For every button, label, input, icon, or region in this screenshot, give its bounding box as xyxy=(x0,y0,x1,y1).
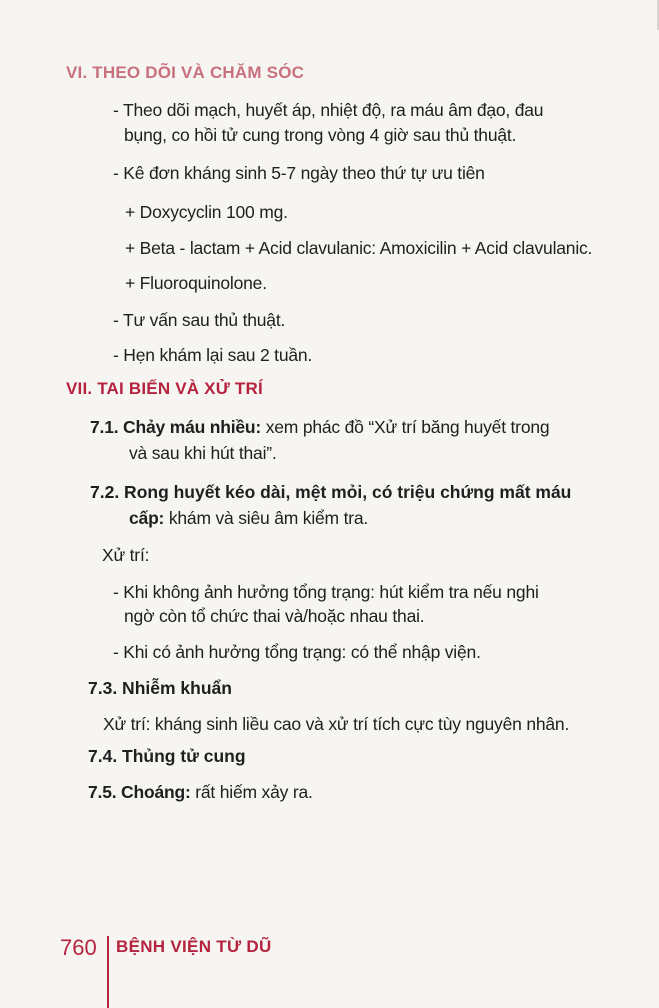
complication-7-2-bullet-1-line-2: ngờ còn tổ chức thai và/hoặc nhau thai. xyxy=(124,606,425,626)
complication-7-1-line-2: và sau khi hút thai”. xyxy=(129,443,277,463)
complication-7-4-label: 7.4. Thủng tử cung xyxy=(88,746,246,766)
complication-7-2-label: 7.2. Rong huyết kéo dài, mệt mỏi, có triệu chứng mất máu xyxy=(90,482,572,502)
antibiotic-fluoroquinolone: + Fluoroquinolone. xyxy=(125,273,267,293)
complication-7-2-bullet-1-line-1: - Khi không ảnh hưởng tổng trạng: hút kiểm tra nếu nghi xyxy=(113,582,539,602)
complication-7-2-management-label: Xử trí: xyxy=(102,545,150,565)
section-6-heading: VI. THEO DÕI VÀ CHĂM SÓC xyxy=(66,63,305,82)
complication-7-1-label: 7.1. Chảy máu nhiều: xyxy=(90,417,262,437)
page-number: 760 xyxy=(60,935,97,960)
monitoring-item-2: - Kê đơn kháng sinh 5-7 ngày theo thứ tự ưu tiên xyxy=(113,163,485,183)
complication-7-2-label-2: cấp: xyxy=(129,508,165,528)
section-7-heading: VII. TAI BIẾN VÀ XỬ TRÍ xyxy=(66,379,263,398)
complication-7-1-line-1 xyxy=(90,417,549,438)
complication-7-2-bullet-2: - Khi có ảnh hưởng tổng trạng: có thể nhập viện. xyxy=(113,642,481,662)
hospital-name: BỆNH VIỆN TỪ DŨ xyxy=(116,937,272,956)
complication-7-1-text: xem phác đồ “Xử trí băng huyết trong xyxy=(261,417,550,437)
complication-7-5-label: 7.5. Choáng: xyxy=(88,782,191,802)
monitoring-item-4: - Hẹn khám lại sau 2 tuần. xyxy=(113,345,313,365)
footer-divider xyxy=(107,936,109,1008)
monitoring-item-3: - Tư vấn sau thủ thuật. xyxy=(113,310,286,330)
complication-7-3-label: 7.3. Nhiễm khuẩn xyxy=(88,678,232,698)
monitoring-item-1-line-1: - Theo dõi mạch, huyết áp, nhiệt độ, ra máu âm đạo, đau xyxy=(113,100,544,120)
complication-7-5-text: rất hiếm xảy ra. xyxy=(190,782,313,802)
complication-7-5 xyxy=(88,782,313,803)
monitoring-item-1-line-2: bụng, co hồi tử cung trong vòng 4 giờ sau thủ thuật. xyxy=(124,125,517,145)
complication-7-2-text: khám và siêu âm kiểm tra. xyxy=(164,508,369,528)
complication-7-3-text: Xử trí: kháng sinh liều cao và xử trí tích cực tùy nguyên nhân. xyxy=(103,714,570,734)
antibiotic-doxycyclin: + Doxycyclin 100 mg. xyxy=(125,202,288,222)
antibiotic-beta-lactam: + Beta - lactam + Acid clavulanic: Amoxicilin + Acid clavulanic. xyxy=(125,238,593,258)
complication-7-2-line-2 xyxy=(129,508,368,529)
